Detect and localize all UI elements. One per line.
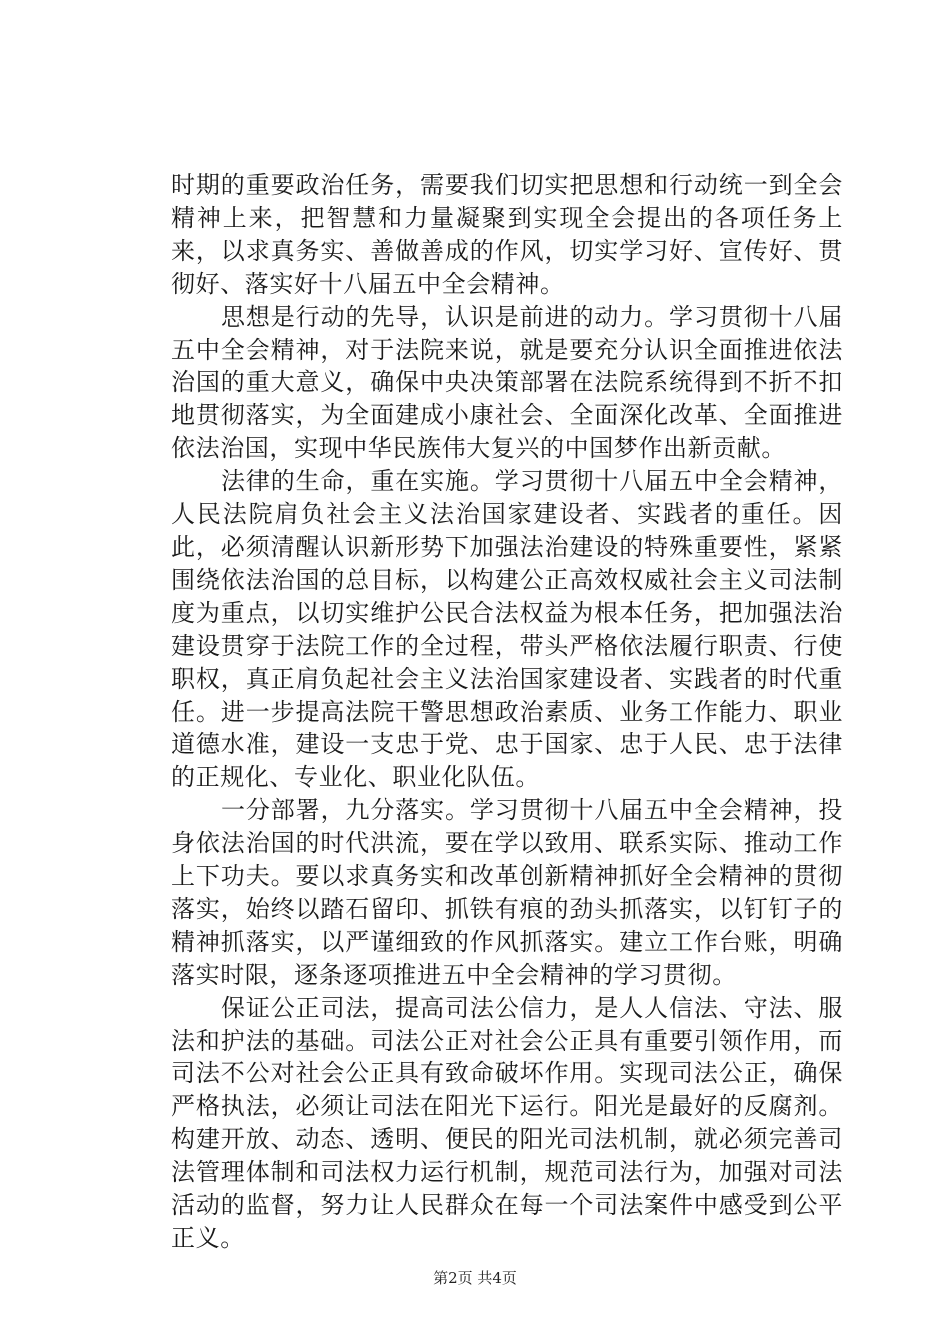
- paragraph: 一分部署，九分落实。学习贯彻十八届五中全会精神，投身依法治国的时代洪流，要在学以致用、联系实际、推动工作上下功夫。要以求真务实和改革创新精神抓好全会精神的贯彻落实，始终以踏石留印、抓铁有痕的劲头抓落实，以钉钉子的精神抓落实，以严谨细致的作风抓落实。建立工作台账，明确落实时限，逐条逐项推进五中全会精神的学习贯彻。: [171, 796, 843, 989]
- paragraph: 法律的生命，重在实施。学习贯彻十八届五中全会精神，人民法院肩负社会主义法治国家建设者、实践者的重任。因此，必须清醒认识新形势下加强法治建设的特殊重要性，紧紧围绕依法治国的总目标，以构建公正高效权威社会主义司法制度为重点，以切实维护公民合法权益为根本任务，把加强法治建设贯穿于法院工作的全过程，带头严格依法履行职责、行使职权，真正肩负起社会主义法治国家建设者、实践者的时代重任。进一步提高法院干警思想政治素质、业务工作能力、职业道德水准，建设一支忠于党、忠于国家、忠于人民、忠于法律的正规化、专业化、职业化队伍。: [171, 467, 843, 792]
- paragraph: 思想是行动的先导，认识是前进的动力。学习贯彻十八届五中全会精神，对于法院来说，就是要充分认识全面推进依法治国的重大意义，确保中央决策部署在法院系统得到不折不扣地贯彻落实，为全面建成小康社会、全面深化改革、全面推进依法治国，实现中华民族伟大复兴的中国梦作出新贡献。: [171, 302, 843, 463]
- document-body: [171, 169, 843, 1255]
- paragraph: 时期的重要政治任务，需要我们切实把思想和行动统一到全会精神上来，把智慧和力量凝聚到实现全会提出的各项任务上来，以求真务实、善做善成的作风，切实学习好、宣传好、贯彻好、落实好十八届五中全会精神。: [171, 171, 843, 298]
- paragraph: 保证公正司法，提高司法公信力，是人人信法、守法、服法和护法的基础。司法公正对社会公正具有重要引领作用，而司法不公对社会公正具有致命破坏作用。实现司法公正，确保严格执法，必须让司法在阳光下运行。阳光是最好的反腐剂。构建开放、动态、透明、便民的阳光司法机制，就必须完善司法管理体制和司法权力运行机制，规范司法行为，加强对司法活动的监督，努力让人民群众在每一个司法案件中感受到公平正义。: [171, 993, 843, 1252]
- page-number-footer: 第2页 共4页: [433, 1269, 517, 1287]
